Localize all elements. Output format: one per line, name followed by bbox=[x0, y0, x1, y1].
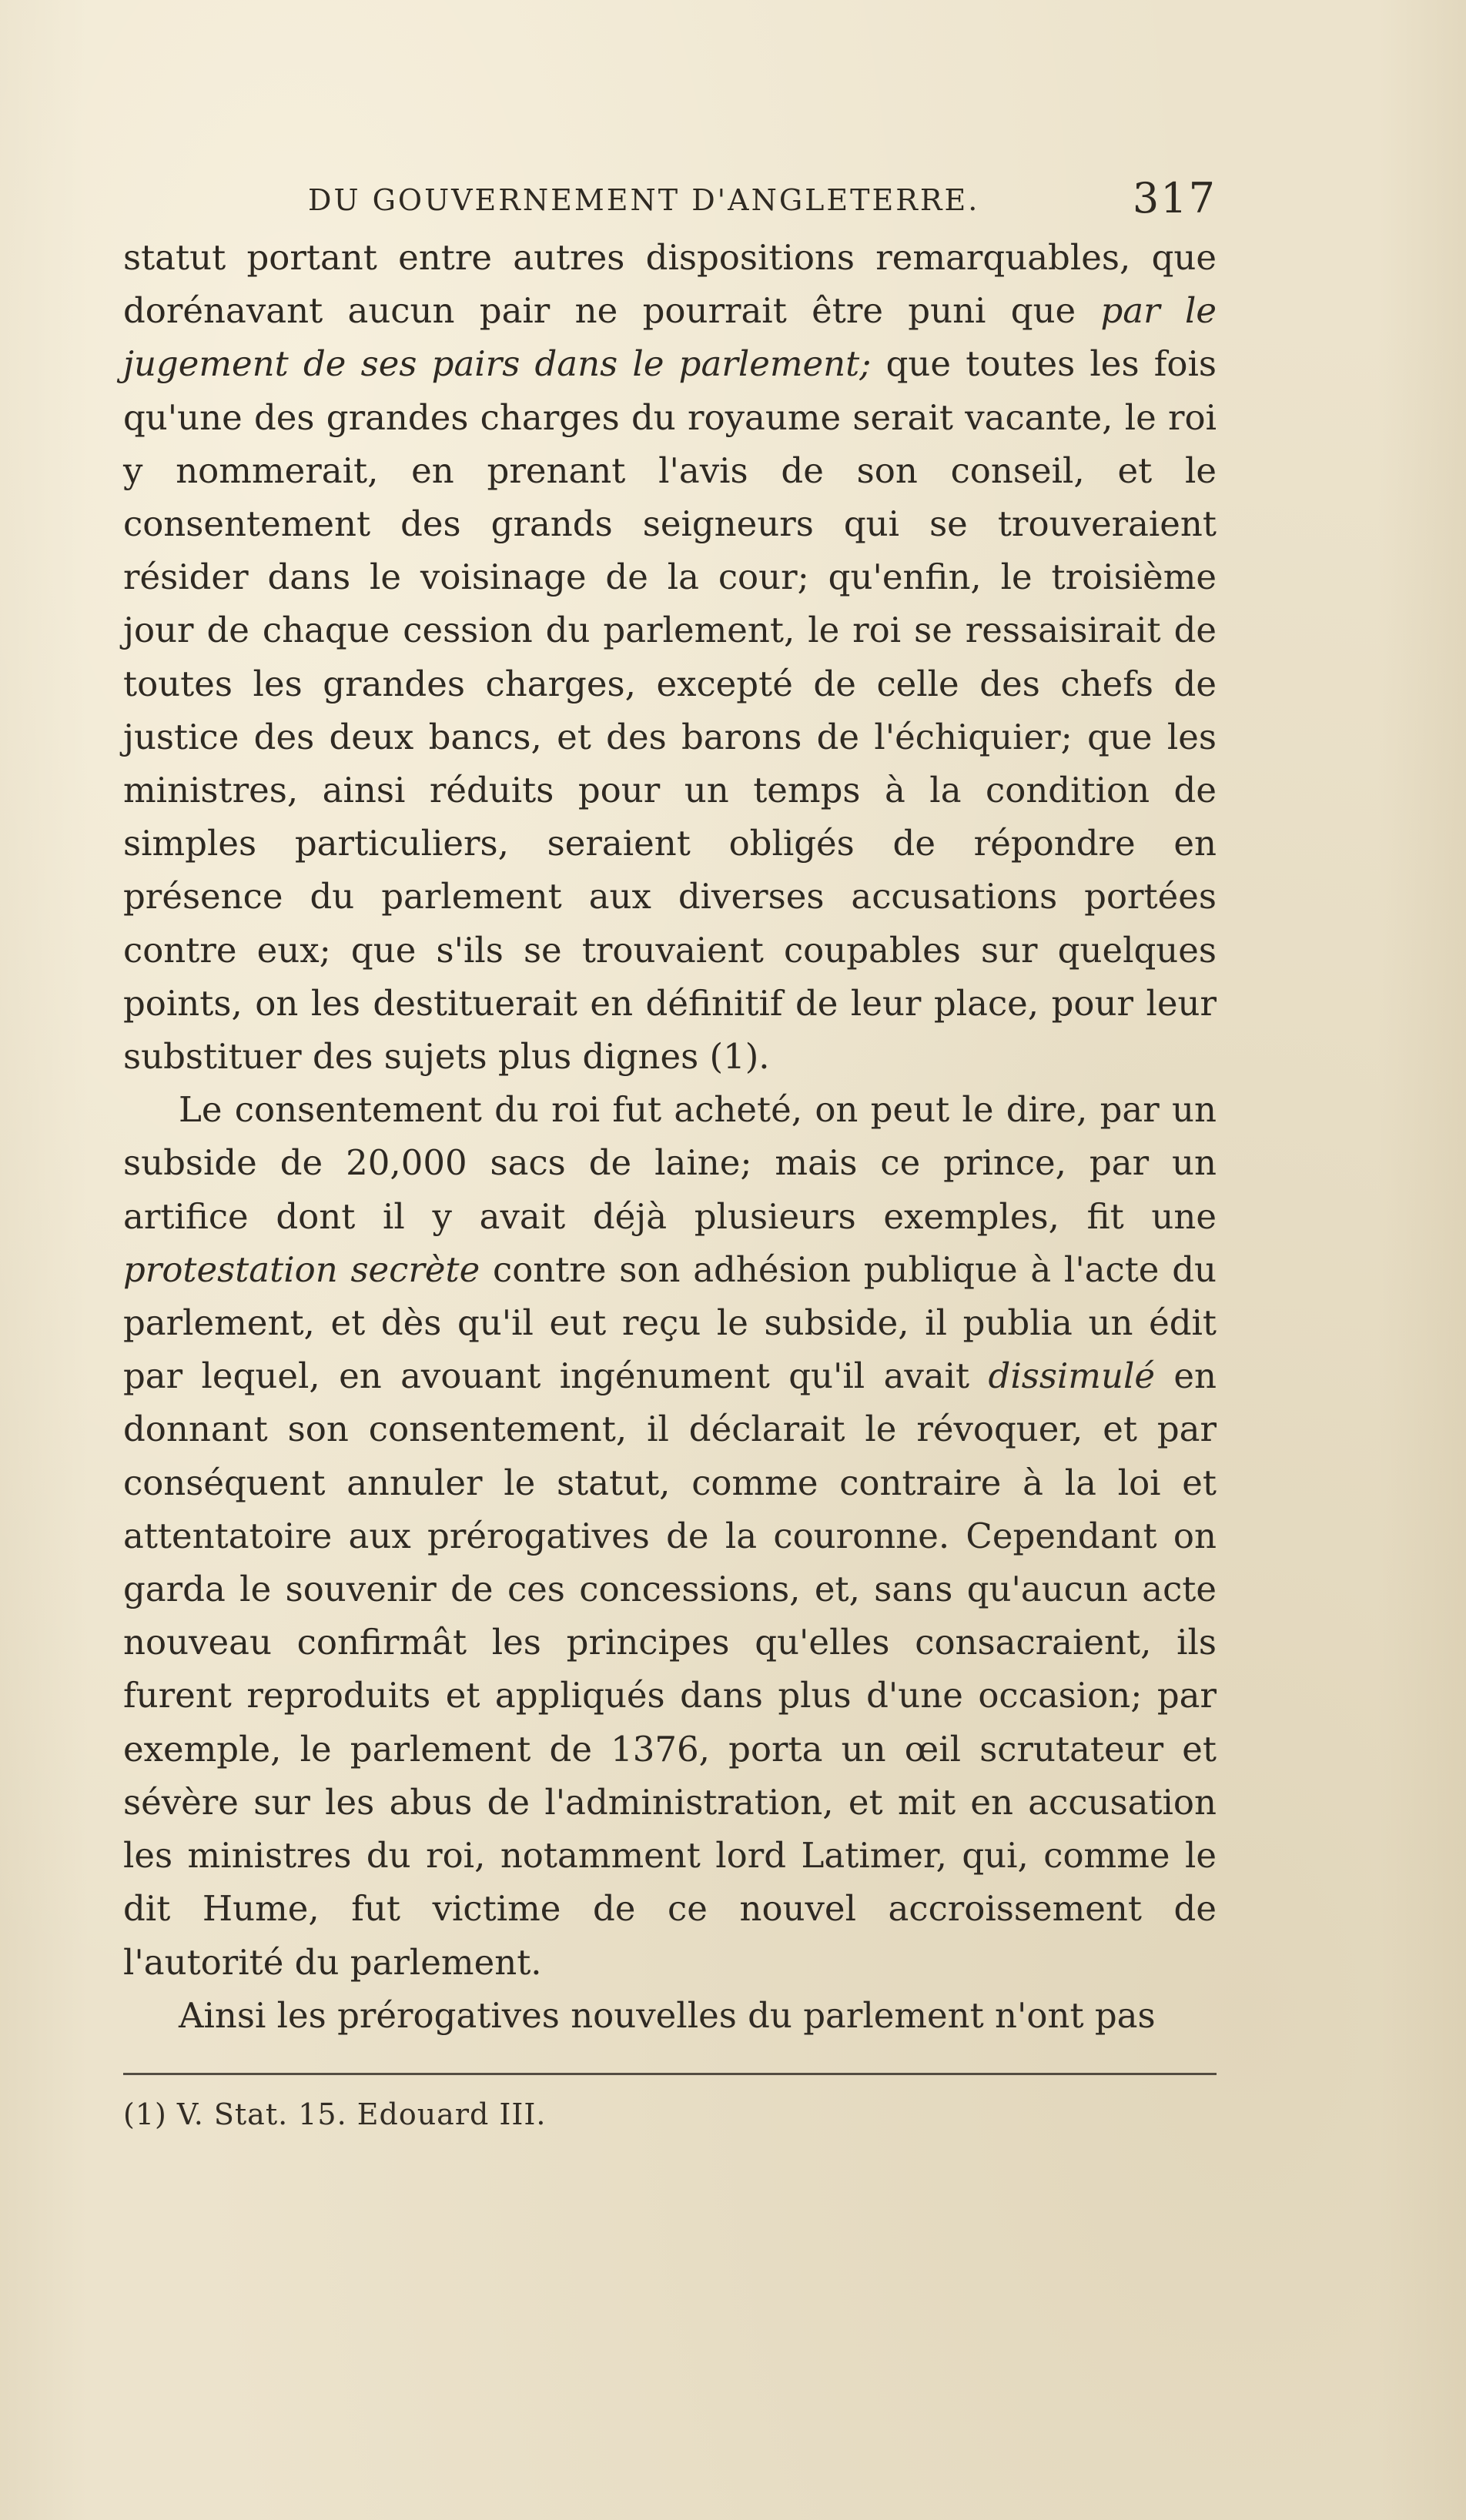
italic-run: dissimulé bbox=[988, 1355, 1155, 1397]
body-text bbox=[123, 231, 1217, 2042]
text-run: statut portant entre autres dispositions remarquables, que dorénavant aucun pair ne pourrait être puni que bbox=[123, 237, 1217, 332]
page-number: 317 bbox=[1132, 174, 1217, 222]
italic-run: protestation secrète bbox=[123, 1248, 480, 1290]
footnote: (1) V. Stat. 15. Edouard III. bbox=[123, 2097, 547, 2131]
text-run: Ainsi les prérogatives nouvelles du parlement n'ont pas bbox=[179, 1994, 1156, 2036]
italic-run: par le jugement de ses pairs dans le parlement; bbox=[123, 290, 1217, 385]
text-run: Le consentement du roi fut acheté, on peut le dire, par un subside de 20,000 sacs de laine; mais ce prince, par un artifice dont il y avait déjà plusieurs exemples, fit une bbox=[123, 1089, 1217, 1237]
paragraph bbox=[123, 1083, 1217, 1988]
running-header bbox=[123, 162, 1217, 231]
paragraph bbox=[123, 1989, 1217, 2042]
running-title: DU GOUVERNEMENT D'ANGLETERRE. bbox=[308, 183, 980, 217]
paragraph-continued bbox=[123, 231, 1217, 1083]
footnote-rule bbox=[123, 2073, 1217, 2075]
text-run: que toutes les fois qu'une des grandes charges du royaume serait vacante, le roi y nommerait, en prenant l'avis de son conseil, et le consentement des grands seigneurs qui se trouveraient résider dans le voisinage de la cour; qu'enfin, le troisième jour de chaque cession du parlement, le roi se ressaisirait de toutes les grandes charges, excepté de celle des chefs de justice des deux bancs, et des barons de l'échiquier; que les ministres, ainsi réduits pour un temps à la condition de simples particuliers, seraient obligés de répondre en présence du parlement aux diverses accusations portées contre eux; que s'ils se trouvaient coupables sur quelques points, on les destituerait en définitif de leur place, pour leur substituer des sujets plus dignes (1). bbox=[123, 343, 1217, 1078]
book-page bbox=[123, 162, 1217, 2394]
text-run: en donnant son consentement, il déclarait le révoquer, et par conséquent annuler le statut, comme contraire à la loi et attentatoire aux prérogatives de la couronne. Cependant on garda le souvenir de ces concessions, et, sans qu'aucun acte nouveau confirmât les principes qu'elles consacraient, ils furent reproduits et appliqués dans plus d'une occasion; par exemple, le parlement de 1376, porta un œil scrutateur et sévère sur les abus de l'administration, et mit en accusation les ministres du roi, notamment lord Latimer, qui, comme le dit Hume, fut victime de ce nouvel accroissement de l'autorité du parlement. bbox=[123, 1355, 1217, 1983]
text-run: contre son adhésion publique à l'acte du parlement, et dès qu'il eut reçu le subside, il publia un édit par lequel, en avouant ingénument qu'il avait bbox=[123, 1248, 1217, 1397]
